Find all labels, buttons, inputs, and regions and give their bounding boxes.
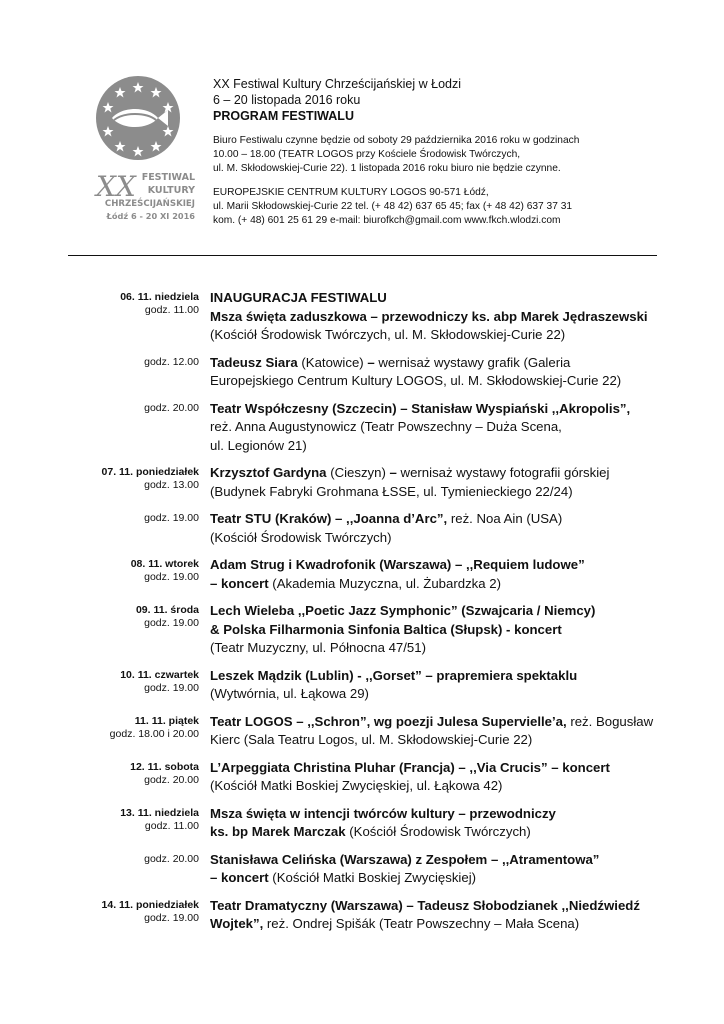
event-line: [210, 289, 660, 308]
event-line: [210, 372, 660, 391]
event-description: [210, 667, 660, 704]
event-text: (Kościół Środowisk Twórczych): [210, 529, 392, 545]
event-line: [210, 400, 660, 419]
office-hours: [213, 134, 683, 176]
event-date-column: [68, 556, 199, 593]
event-time: godz. 19.00: [144, 681, 199, 694]
event-line: [210, 529, 660, 548]
program-heading: PROGRAM FESTIWALU: [213, 109, 354, 123]
event-bold-text: Msza święta zaduszkowa – przewodniczy ks. abp Marek Jędraszewski: [210, 308, 648, 324]
event-line: [210, 418, 660, 437]
event-line: [210, 556, 660, 575]
event-row: [68, 667, 668, 704]
event-bold-text: Adam Strug i Kwadrofonik (Warszawa) – ,,Requiem ludowe”: [210, 557, 585, 572]
event-line: [210, 483, 660, 502]
event-time: godz. 20.00: [144, 773, 199, 786]
event-description: [210, 354, 660, 391]
event-text: reż. Ondrej Spišák (Teatr Powszechny – Mała Scena): [263, 916, 580, 931]
event-line: [210, 851, 660, 870]
event-text: reż. Bogusław: [566, 713, 654, 729]
event-text: Europejskiego Centrum Kultury LOGOS, ul. M. Skłodowskiej-Curie 22): [210, 373, 622, 388]
event-time: godz. 20.00: [144, 401, 199, 414]
office-line: 10.00 – 18.00 (TEATR LOGOS przy Kościele Środowisk Twórczych,: [213, 149, 521, 160]
event-bold-text: Teatr Dramatyczny (Warszawa) – Tadeusz Słobodzianek ,,Niedźwiedź: [210, 897, 640, 913]
event-line: [210, 667, 660, 686]
event-description: [210, 713, 660, 750]
event-row: [68, 510, 668, 547]
festival-dates: 6 – 20 listopada 2016 roku: [213, 93, 361, 107]
event-description: [210, 805, 660, 842]
event-description: [210, 556, 660, 593]
event-row: [68, 400, 668, 456]
event-date-column: [68, 667, 199, 704]
event-bold-text: ks. bp Marek Marczak: [210, 824, 346, 839]
event-bold-text: –: [389, 465, 397, 480]
event-date: 06. 11. niedziela: [120, 291, 199, 303]
event-description: [210, 289, 660, 345]
event-text: reż. Noa Ain (USA): [447, 511, 563, 526]
logo-line-2: KULTURY: [147, 185, 195, 196]
festival-title: XX Festiwal Kultury Chrześcijańskiej w Łodzi: [213, 77, 462, 91]
festival-logo: [92, 76, 198, 242]
event-row: [68, 713, 668, 750]
event-bold-text: –: [367, 354, 375, 370]
event-date-column: [68, 289, 199, 345]
event-line: [210, 510, 660, 529]
event-text: (Kościół Matki Boskiej Zwycięskiej): [268, 870, 477, 885]
event-bold-text: Teatr Współczesny (Szczecin) – Stanisław Wyspiański ,,Akropolis”,: [210, 400, 631, 416]
event-date-column: [68, 897, 199, 934]
logo-line-4: Łódź 6 - 20 XI 2016: [106, 211, 195, 221]
event-text: wernisaż wystawy grafik (Galeria: [374, 354, 571, 370]
event-line: [210, 464, 660, 483]
event-time: godz. 13.00: [144, 479, 199, 491]
event-bold-text: – koncert: [210, 575, 269, 591]
contact-info: [213, 186, 683, 228]
logo-roman-numeral: XX: [96, 170, 136, 203]
event-text: (Wytwórnia, ul. Łąkowa 29): [210, 686, 369, 701]
event-date: 12. 11. sobota: [130, 760, 199, 773]
event-line: [210, 823, 660, 842]
event-row: [68, 759, 668, 796]
event-bold-text: – koncert: [210, 870, 269, 885]
event-row: [68, 289, 668, 345]
event-time: godz. 19.00: [144, 911, 199, 924]
event-bold-text: & Polska Filharmonia Sinfonia Baltica (Słupsk) - koncert: [210, 621, 562, 637]
event-line: [210, 713, 660, 732]
event-date-column: [68, 759, 199, 796]
event-time: godz. 11.00: [144, 304, 199, 316]
event-date-column: [68, 354, 199, 391]
event-date: 10. 11. czwartek: [120, 668, 199, 681]
event-time: godz. 20.00: [144, 852, 199, 865]
event-description: [210, 851, 660, 888]
event-text: (Kościół Środowisk Twórczych, ul. M. Skłodowskiej-Curie 22): [210, 327, 566, 342]
event-line: [210, 437, 660, 456]
event-text: (Kościół Środowisk Twórczych): [345, 824, 531, 839]
event-time: godz. 19.00: [144, 617, 199, 629]
event-bold-text: Stanisława Celińska (Warszawa) z Zespołem – ,,Atramentowa”: [210, 851, 600, 867]
event-line: [210, 326, 660, 345]
event-date-column: [68, 602, 199, 658]
event-bold-text: Krzysztof Gardyna: [210, 465, 327, 480]
event-row: [68, 602, 668, 658]
event-line: [210, 354, 660, 373]
event-text: (Akademia Muzyczna, ul. Żubardzka 2): [268, 575, 501, 591]
event-row: [68, 897, 668, 934]
event-bold-text: Msza święta w intencji twórców kultury – przewodniczy: [210, 805, 556, 821]
event-date: 09. 11. środa: [135, 604, 199, 616]
event-description: [210, 759, 660, 796]
event-bold-text: Teatr STU (Kraków) – ,,Joanna d’Arc”,: [210, 511, 448, 526]
event-date: 08. 11. wtorek: [130, 558, 199, 570]
event-bold-text: L’Arpeggiata Christina Pluhar (Francja) – ,,Via Crucis” – koncert: [210, 759, 610, 775]
event-line: [210, 575, 660, 594]
event-text: (Kościół Matki Boskiej Zwycięskiej, ul. Łąkowa 42): [210, 778, 503, 793]
event-line: [210, 777, 660, 796]
event-line: [210, 685, 660, 704]
event-date: 11. 11. piątek: [134, 714, 199, 727]
event-text: ul. Legionów 21): [210, 437, 307, 453]
event-date-column: [68, 464, 199, 501]
event-time: godz. 11.00: [144, 819, 199, 832]
event-row: [68, 851, 668, 888]
event-text: Kierc (Sala Teatru Logos, ul. M. Skłodowskiej-Curie 22): [210, 732, 533, 747]
event-date-column: [68, 851, 199, 888]
event-list: [68, 289, 668, 943]
event-date: 07. 11. poniedziałek: [101, 466, 199, 478]
contact-line: ul. Marii Skłodowskiej-Curie 22 tel. (+ 48 42) 637 65 45; fax (+ 48 42) 637 37 31: [213, 201, 573, 212]
event-text: (Cieszyn): [326, 465, 390, 480]
event-line: [210, 915, 660, 934]
event-description: [210, 510, 660, 547]
event-date: 13. 11. niedziela: [120, 806, 199, 819]
event-date-column: [68, 805, 199, 842]
event-time: godz. 18.00 i 20.00: [109, 727, 199, 740]
event-line: [210, 869, 660, 888]
event-line: [210, 805, 660, 824]
event-line: [210, 602, 660, 621]
event-description: [210, 400, 660, 456]
event-text: (Katowice): [297, 354, 368, 370]
event-text: reż. Anna Augustynowicz (Teatr Powszechny – Duża Scena,: [210, 419, 562, 434]
event-row: [68, 464, 668, 501]
event-bold-text: INAUGURACJA FESTIWALU: [210, 290, 387, 305]
event-line: [210, 621, 660, 640]
event-date: 14. 11. poniedziałek: [101, 898, 199, 911]
divider: [68, 255, 657, 256]
event-date-column: [68, 510, 199, 547]
header: [213, 76, 683, 228]
event-line: [210, 308, 660, 327]
event-description: [210, 897, 660, 934]
event-row: [68, 354, 668, 391]
event-description: [210, 464, 660, 501]
office-line: Biuro Festiwalu czynne będzie od soboty 29 października 2016 roku w godzinach: [213, 135, 580, 146]
event-bold-text: Lech Wieleba ,,Poetic Jazz Symphonic” (Szwajcaria / Niemcy): [210, 603, 596, 618]
event-bold-text: Tadeusz Siara: [210, 354, 298, 370]
event-text: (Teatr Muzyczny, ul. Północna 47/51): [210, 640, 426, 655]
contact-line: EUROPEJSKIE CENTRUM KULTURY LOGOS 90-571 Łódź,: [213, 187, 489, 198]
event-row: [68, 556, 668, 593]
event-row: [68, 805, 668, 842]
office-line: ul. M. Skłodowskiej-Curie 22). 1 listopada 2016 roku biuro nie będzie czynne.: [213, 163, 561, 174]
logo-line-1: FESTIWAL: [141, 172, 195, 183]
event-line: [210, 897, 660, 916]
event-bold-text: Wojtek”,: [210, 916, 264, 931]
event-text: (Budynek Fabryki Grohmana ŁSSE, ul. Tymienieckiego 22/24): [210, 483, 573, 499]
event-bold-text: Leszek Mądzik (Lublin) - ,,Gorset” – prapremiera spektaklu: [210, 667, 578, 683]
contact-line: kom. (+ 48) 601 25 61 29 e-mail: biurofkch@gmail.com www.fkch.wlodzi.com: [213, 215, 561, 226]
event-time: godz. 19.00: [144, 571, 199, 583]
event-description: [210, 602, 660, 658]
event-text: wernisaż wystawy fotografii górskiej: [396, 465, 610, 480]
logo-line-3: CHRZEŚCIJAŃSKIEJ: [104, 199, 195, 209]
event-date-column: [68, 713, 199, 750]
event-time: godz. 12.00: [144, 355, 199, 368]
event-date-column: [68, 400, 199, 456]
event-line: [210, 731, 660, 750]
event-line: [210, 639, 660, 658]
event-time: godz. 19.00: [144, 512, 199, 524]
festival-logo-graphic: [92, 76, 198, 242]
event-bold-text: Teatr LOGOS – ,,Schron”, wg poezji Julesa Supervielle’a,: [210, 713, 567, 729]
event-line: [210, 759, 660, 778]
